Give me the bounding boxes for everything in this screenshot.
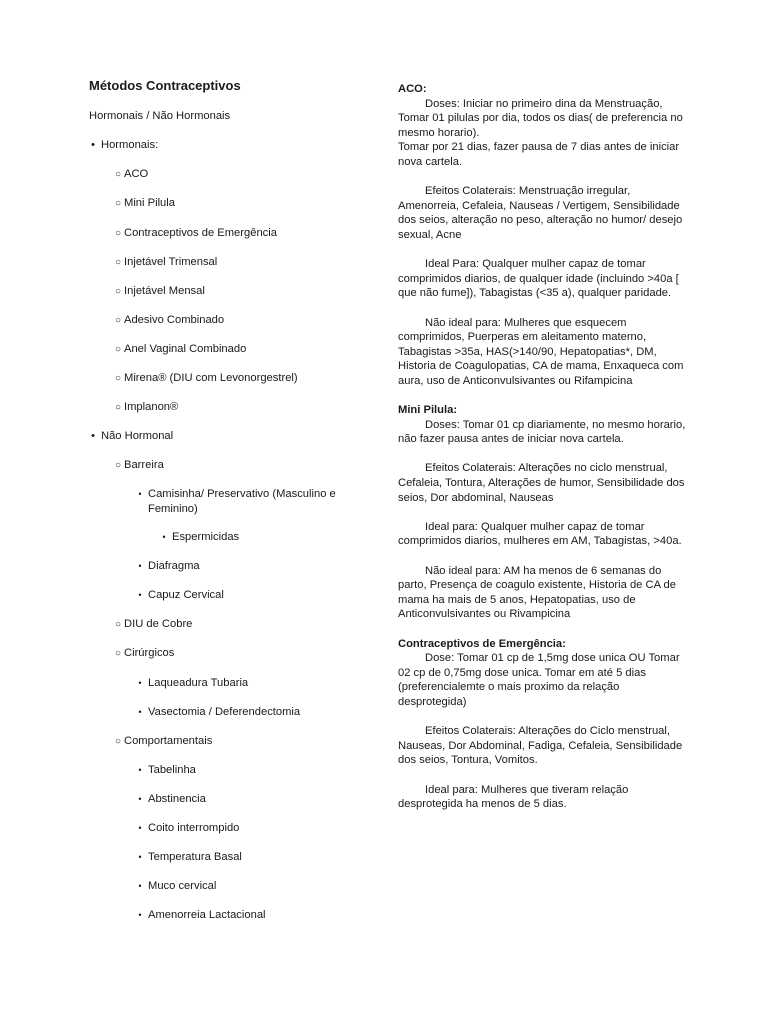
- circle-bullet-icon: ○: [114, 619, 122, 630]
- list-item-label: Mirena® (DIU com Levonorgestrel): [124, 372, 298, 384]
- section-title-mini-pilula: Mini Pilula:: [398, 404, 458, 417]
- circle-bullet-icon: ○: [114, 648, 122, 659]
- list-item: [113, 313, 224, 328]
- circle-bullet-icon: ○: [114, 169, 122, 180]
- small-bullet-icon: •: [138, 590, 142, 600]
- paragraph-text: Efeitos Colaterais: Menstruação irregular, Amenorreia, Cefaleia, Nauseas / Vertigem, Sensibilidade dos seios, alteração no peso, alteração no humor/ desejo sexual, Acne: [398, 185, 683, 241]
- list-item-label: Cirúrgicos: [124, 647, 175, 659]
- paragraph: [398, 418, 688, 447]
- page-title: Métodos Contraceptivos: [89, 78, 241, 93]
- paragraph-text: Ideal Para: Qualquer mulher capaz de tomar comprimidos diarios, de qualquer idade (incluindo >40a [ que não fume]), Tabagistas (<35 a), qualquer paridade.: [398, 258, 679, 300]
- list-item-label: Temperatura Basal: [148, 851, 242, 863]
- bullet-icon: •: [91, 430, 95, 442]
- paragraph-text: Não ideal para: AM ha menos de 6 semanas do parto, Presença de coagulo existente, Historia de CA de mama ha mais de 5 anos, Hepatopatias, uso de Anticonvulsivantes ou Rivampicina: [398, 564, 676, 621]
- list-item-label: Implanon®: [124, 401, 179, 413]
- paragraph-text: Efeitos Colaterais: Alterações no ciclo menstrual, Cefaleia, Tontura, Alterações de humor, Sensibilidade dos seios, Dor abdominal, Nauseas: [398, 462, 685, 504]
- small-bullet-icon: •: [162, 532, 166, 542]
- list-item: [135, 850, 242, 865]
- list-item: [113, 226, 277, 241]
- small-bullet-icon: •: [138, 881, 142, 891]
- list-item-label: Capuz Cervical: [148, 589, 224, 601]
- circle-bullet-icon: ○: [114, 286, 122, 297]
- circle-bullet-icon: ○: [114, 460, 122, 471]
- small-bullet-icon: •: [138, 794, 142, 804]
- list-item: [113, 342, 246, 357]
- list-item-label: Laqueadura Tubaria: [148, 677, 249, 689]
- list-item: [113, 167, 148, 182]
- list-item-label: Hormonais:: [101, 139, 159, 151]
- list-item-label: Comportamentais: [124, 735, 213, 747]
- list-item-label: DIU de Cobre: [124, 618, 193, 630]
- list-item: [135, 487, 348, 517]
- list-item: [159, 530, 239, 545]
- circle-bullet-icon: ○: [114, 344, 122, 355]
- paragraph: [398, 783, 688, 812]
- list-item: [113, 255, 217, 270]
- list-item: [135, 908, 266, 923]
- circle-bullet-icon: ○: [114, 257, 122, 268]
- circle-bullet-icon: ○: [114, 228, 122, 239]
- list-item: [113, 371, 298, 386]
- paragraph: [398, 97, 688, 141]
- circle-bullet-icon: ○: [114, 736, 122, 747]
- paragraph: [398, 184, 688, 242]
- list-item-label: Diafragma: [148, 560, 200, 572]
- paragraph: Tomar por 21 dias, fazer pausa de 7 dias antes de iniciar nova cartela.: [398, 141, 680, 168]
- list-item-barreira: [113, 458, 164, 473]
- list-item-nao-hormonal: [89, 429, 173, 444]
- small-bullet-icon: •: [138, 561, 142, 571]
- list-item-label: Amenorreia Lactacional: [148, 909, 266, 921]
- list-item: [135, 821, 239, 836]
- small-bullet-icon: •: [138, 707, 142, 717]
- small-bullet-icon: •: [138, 489, 142, 499]
- paragraph: [398, 461, 688, 505]
- section-title-aco: ACO:: [398, 83, 427, 95]
- list-item-label: ACO: [124, 168, 149, 180]
- paragraph: [398, 257, 688, 301]
- small-bullet-icon: •: [138, 852, 142, 862]
- list-item: [135, 879, 216, 894]
- list-item: [135, 705, 300, 720]
- list-item-label: Mini Pilula: [124, 197, 175, 209]
- paragraph-text: Efeitos Colaterais: Alterações do Ciclo menstrual, Nauseas, Dor Abdominal, Fadiga, Cefaleia, Sensibilidade dos seios, Tontura, Vomitos.: [398, 725, 683, 767]
- list-item: [135, 763, 196, 778]
- circle-bullet-icon: ○: [114, 315, 122, 326]
- list-item: [135, 559, 200, 574]
- list-item: [113, 196, 175, 211]
- list-item-hormonais: [89, 138, 158, 153]
- paragraph-text: Doses: Tomar 01 cp diariamente, no mesmo horario, não fazer pausa antes de iniciar nova cartela.: [398, 418, 686, 446]
- small-bullet-icon: •: [138, 823, 142, 833]
- small-bullet-icon: •: [138, 678, 142, 688]
- list-item-diu-cobre: [113, 617, 192, 632]
- list-item-label: Não Hormonal: [101, 430, 174, 442]
- list-item: [113, 400, 178, 415]
- list-item: [135, 588, 224, 603]
- paragraph: [398, 564, 688, 622]
- list-item-cirurgicos: [113, 646, 174, 661]
- paragraph-text: Ideal para: Mulheres que tiveram relação desprotegida ha menos de 5 dias.: [398, 783, 629, 811]
- list-item-label: Barreira: [124, 459, 164, 471]
- list-item-label: Injetável Trimensal: [124, 256, 218, 268]
- list-item-label: Abstinencia: [148, 793, 206, 805]
- paragraph: [398, 651, 688, 709]
- paragraph: [398, 316, 688, 389]
- paragraph: [398, 520, 688, 549]
- circle-bullet-icon: ○: [114, 402, 122, 413]
- list-item-label: Vasectomia / Deferendectomia: [148, 706, 301, 718]
- list-item-label: Espermicidas: [172, 531, 240, 543]
- list-item: [135, 792, 206, 807]
- bullet-icon: •: [91, 139, 95, 151]
- subtitle: Hormonais / Não Hormonais: [89, 110, 231, 122]
- list-item-label: Anel Vaginal Combinado: [124, 343, 247, 355]
- paragraph-text: Dose: Tomar 01 cp de 1,5mg dose unica OU Tomar 02 cp de 0,75mg dose unica. Tomar em até 5 dias (preferencialemte o mais proximo da relação desprotegida): [398, 652, 680, 708]
- paragraph-text: Doses: Iniciar no primeiro dina da Menstruação, Tomar 01 pilulas por dia, todos os dias( de preferencia no mesmo horario).: [398, 97, 683, 139]
- details-column: [398, 82, 688, 812]
- paragraph-text: Ideal para: Qualquer mulher capaz de tomar comprimidos diarios, mulheres em AM, Tabagistas, >40a.: [398, 520, 682, 548]
- list-item-label: Contraceptivos de Emergência: [124, 227, 277, 239]
- list-item-label: Adesivo Combinado: [124, 314, 225, 326]
- paragraph-text: Não ideal para: Mulheres que esquecem comprimidos, Puerperas em aleitamento materno, Tabagistas >35a, HAS(>140/90, Hepatopatias*, DM, Historia de Coagulopatias, CA de mama, Enxaqueca com aura, uso de Anticonvulsivantes ou Rifampicina: [398, 316, 684, 387]
- list-item-label: Coito interrompido: [148, 822, 240, 834]
- paragraph: [398, 724, 688, 768]
- small-bullet-icon: •: [138, 765, 142, 775]
- section-title-emergencia: Contraceptivos de Emergência:: [398, 637, 566, 650]
- list-item-label: Injetável Mensal: [124, 285, 205, 297]
- list-item-label: Camisinha/ Preservativo (Masculino e Feminino): [148, 488, 336, 515]
- list-item: [135, 676, 248, 691]
- circle-bullet-icon: ○: [114, 198, 122, 209]
- circle-bullet-icon: ○: [114, 373, 122, 384]
- list-item-label: Muco cervical: [148, 880, 217, 892]
- list-item-label: Tabelinha: [148, 764, 196, 776]
- list-item: [113, 284, 205, 299]
- list-item-comportamentais: [113, 734, 212, 749]
- small-bullet-icon: •: [138, 910, 142, 920]
